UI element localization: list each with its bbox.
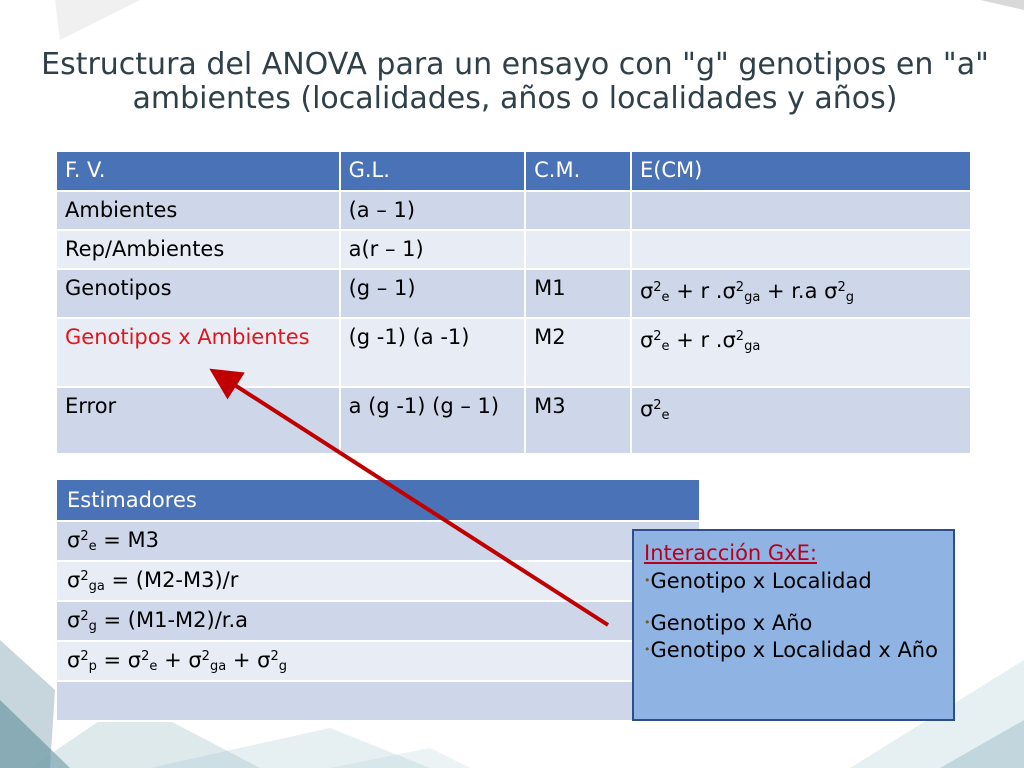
fv-cell: Genotipos <box>56 269 340 318</box>
estimadores-header: Estimadores <box>56 479 700 521</box>
gl-cell: (a – 1) <box>340 191 526 230</box>
estimator-cell: $\sigma^2_p = \sigma^2_e + \sigma^2_{ga} + \sigma^2_g$ <box>56 641 700 681</box>
ecm-cell: $\sigma^2_e$ <box>631 387 971 454</box>
gl-cell: (g – 1) <box>340 269 526 318</box>
ecm-cell: $\sigma^2_e + r$ $.\sigma^2_{ga}$ <box>631 318 971 387</box>
cm-cell: M1 <box>525 269 631 318</box>
cm-cell: M2 <box>525 318 631 387</box>
fv-cell: Rep/Ambientes <box>56 230 340 269</box>
gl-cell: a(r – 1) <box>340 230 526 269</box>
estimator-cell: $\sigma^2_g = (M1-M2)/r.a$ <box>56 601 700 641</box>
bullet-icon: • <box>644 574 651 587</box>
col-fv-header: F. V. <box>56 151 340 191</box>
fv-cell: Error <box>56 387 340 454</box>
gl-cell: a (g -1) (g – 1) <box>340 387 526 454</box>
estimator-cell: $\sigma^2_e = M3$ <box>56 521 700 561</box>
ecm-cell: $\sigma^2_e + r$ $.\sigma^2_{ga} + r.a$ $\sigma^2_g$ <box>631 269 971 318</box>
fv-cell: Genotipos x Ambientes <box>56 318 340 387</box>
list-item-label: Genotipo x Año <box>650 611 813 635</box>
col-gl-header: G.L. <box>340 151 526 191</box>
gl-cell: (g -1) (a -1) <box>340 318 526 387</box>
list-item-label: Genotipo x Localidad x Año <box>650 638 938 662</box>
col-ecm-header: E(CM) <box>631 151 971 191</box>
slide-title: Estructura del ANOVA para un ensayo con "g" genotipos en "a" ambientes (localidades, años o localidades y años) <box>41 47 989 116</box>
bullet-icon: • <box>644 616 651 629</box>
fv-cell: Ambientes <box>56 191 340 230</box>
arrow-line <box>216 373 608 625</box>
interaccion-title: Interacción GxE: <box>644 541 817 565</box>
estimator-cell: $\sigma^2_{ga} = (M2-M3)/r$ <box>56 561 700 601</box>
bullet-icon: • <box>644 643 651 656</box>
list-item-label: Genotipo x Localidad <box>650 569 872 593</box>
cm-cell: M3 <box>525 387 631 454</box>
col-cm-header: C.M. <box>525 151 631 191</box>
